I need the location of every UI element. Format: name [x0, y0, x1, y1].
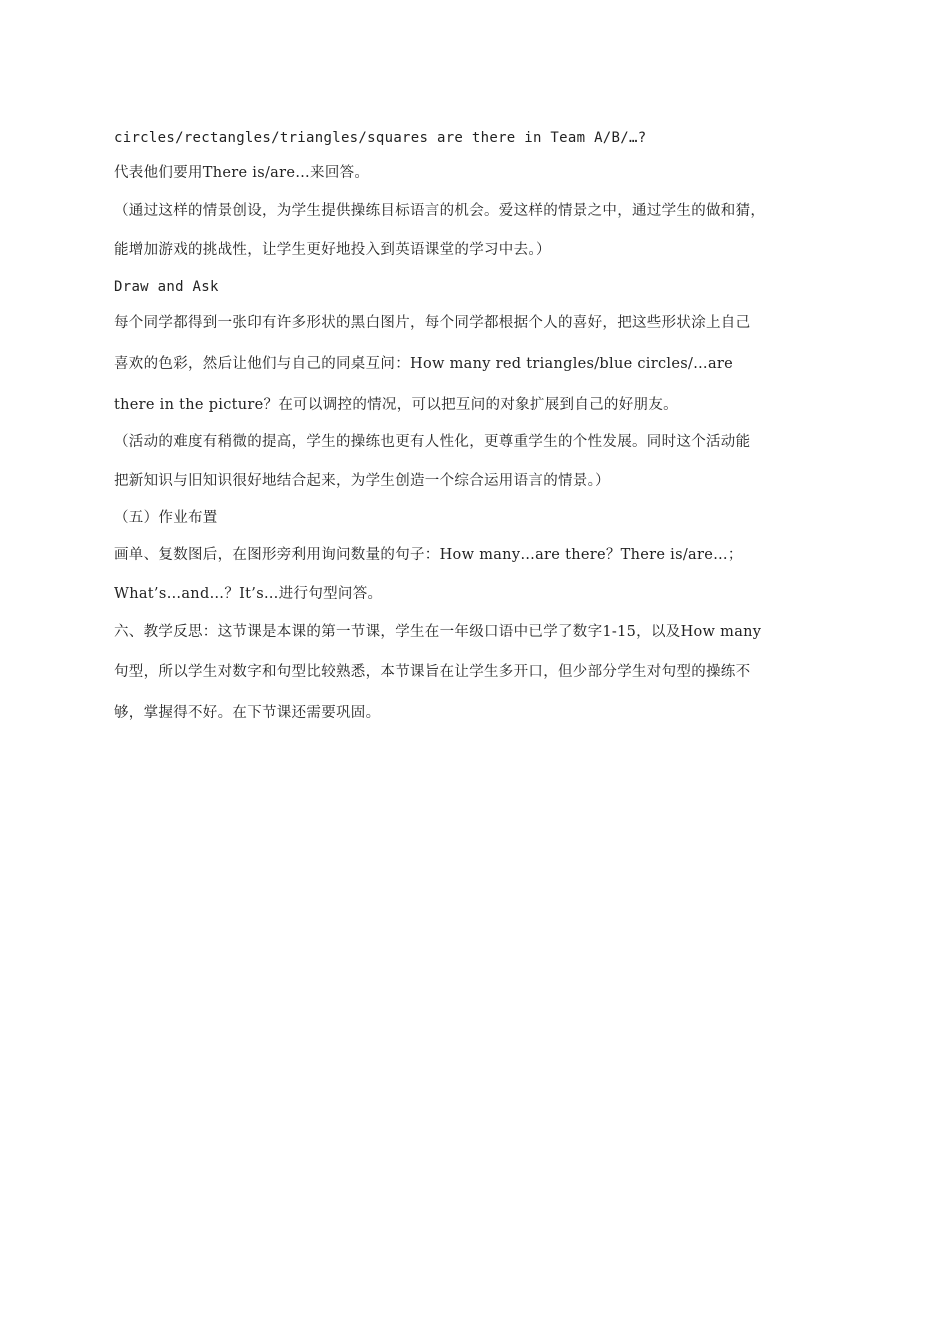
text-line-3: （通过这样的情景创设，为学生提供操练目标语言的机会。爱这样的情景之中，通过学生的做和猜，: [114, 203, 766, 219]
text-line-15: 句型，所以学生对数字和句型比较熟悉，本节课旨在让学生多开口，但少部分学生对句型的操练不: [114, 664, 751, 680]
text-line-1: circles/rectangles/triangles/squares are there in Team A/B/…?: [114, 130, 647, 146]
text-line-2: 代表他们要用There is/are…来回答。: [114, 165, 370, 181]
text-line-8: there in the picture？在可以调控的情况，可以把互问的对象扩展到自己的好朋友。: [114, 397, 678, 413]
text-line-4: 能增加游戏的挑战性，让学生更好地投入到英语课堂的学习中去。）: [114, 242, 551, 258]
text-line-16: 够，掌握得不好。在下节课还需要巩固。: [114, 705, 381, 721]
section-heading-draw-and-ask: Draw and Ask: [114, 279, 219, 295]
text-line-9: （活动的难度有稍微的提高，学生的操练也更有人性化，更尊重学生的个性发展。同时这个活动能: [114, 434, 751, 450]
section-heading-homework: （五）作业布置: [114, 510, 218, 526]
text-line-7: 喜欢的色彩，然后让他们与自己的同桌互问：How many red triangles/blue circles/…are: [114, 356, 733, 372]
text-line-6: 每个同学都得到一张印有许多形状的黑白图片，每个同学都根据个人的喜好，把这些形状涂上自己: [114, 315, 751, 331]
text-line-13: What’s…and…？It’s…进行句型问答。: [114, 586, 383, 602]
text-line-12: 画单、复数图后，在图形旁利用询问数量的句子：How many…are there？There is/are…；: [114, 547, 743, 563]
text-line-10: 把新知识与旧知识很好地结合起来，为学生创造一个综合运用语言的情景。）: [114, 473, 610, 489]
text-line-14: 六、教学反思：这节课是本课的第一节课，学生在一年级口语中已学了数字1-15，以及How many: [114, 624, 762, 640]
